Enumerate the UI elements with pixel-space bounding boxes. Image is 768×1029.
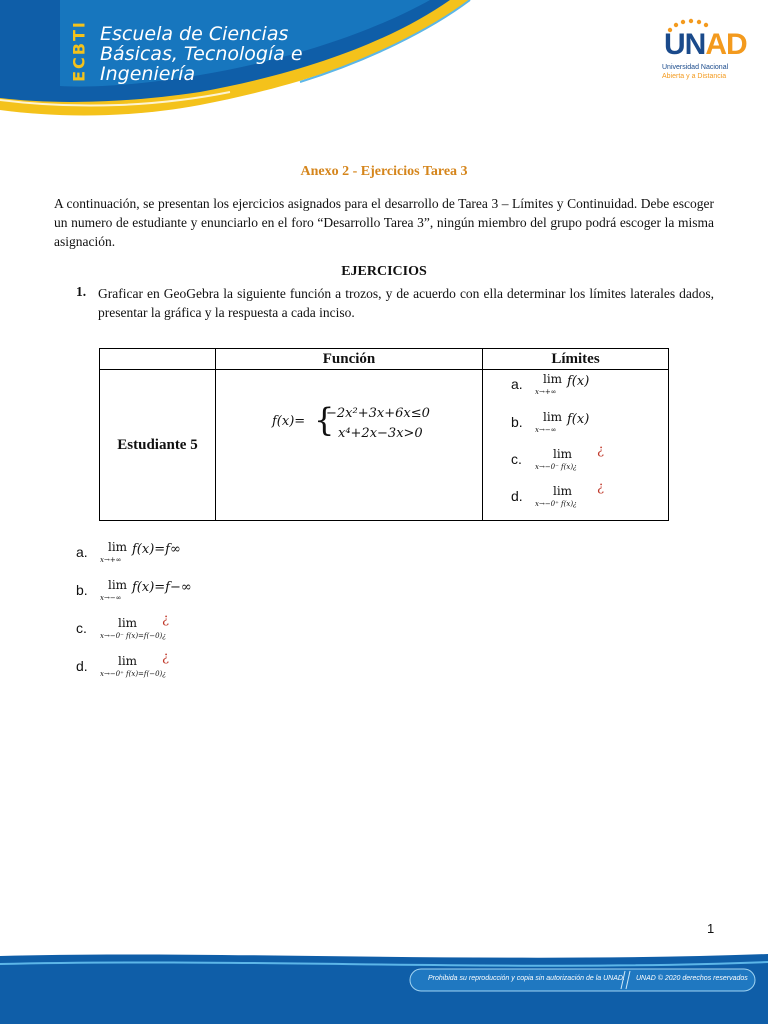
- answer-subscript: x→−0⁻ f(x)=f(−0)¿: [100, 632, 167, 640]
- answer-label: c.: [76, 620, 87, 636]
- table-limit-expression: f(x): [567, 412, 590, 427]
- table-limit-subscript: x→−∞: [535, 426, 557, 434]
- item-number: 1.: [76, 284, 87, 299]
- page-number: 1: [707, 921, 715, 936]
- table-limit-lim: lim: [553, 484, 573, 498]
- table-limit-lim: lim: [553, 447, 573, 461]
- answer-item: [76, 612, 256, 646]
- intro-paragraph: A continuación, se presentan los ejercicios asignados para el desarrollo de Tarea 3 – Límites y Continuidad. Debe escoger un numero de estudiante y enunciarlo en el foro “Desarrollo Tarea 3”, ningún miembro del grupo podrá escoger la misma asignación.: [54, 196, 714, 249]
- table-limit-expression: f(x): [567, 374, 590, 389]
- table-limit-item: [483, 443, 663, 477]
- table-limit-item: [483, 480, 663, 514]
- table-header-empty: [100, 349, 216, 370]
- function-cell: [216, 370, 483, 521]
- school-name-line2: Básicas, Tecnología e: [100, 43, 303, 65]
- table-header-funcion: Función: [216, 349, 483, 370]
- answer-question-mark: ¿: [162, 612, 169, 627]
- logo-subtitle-2: Abierta y a Distancia: [662, 73, 727, 80]
- school-name-line3: Ingeniería: [100, 63, 196, 85]
- table-limit-question-mark: ¿: [597, 443, 604, 458]
- answer-lim: lim: [118, 654, 138, 668]
- table-limit-label: c.: [511, 451, 522, 467]
- table-limit-label: a.: [511, 376, 523, 392]
- unad-logo: [660, 18, 750, 88]
- answer-expression: f(x)=f∞: [132, 542, 181, 557]
- answer-lim: lim: [108, 540, 128, 554]
- table-limit-lim: lim: [543, 410, 563, 424]
- answer-subscript: x→−0⁺ f(x)=f(−0)¿: [100, 670, 167, 678]
- function-lhs: f(x)=: [272, 414, 306, 429]
- footer-banner: [0, 950, 768, 1024]
- limits-list: [483, 370, 668, 520]
- answer-expression: f(x)=f−∞: [132, 580, 192, 595]
- table-limit-item: [483, 372, 663, 402]
- table-limit-label: d.: [511, 488, 523, 504]
- brace-icon: {: [314, 401, 335, 439]
- answers-list: [76, 538, 376, 688]
- table-limit-subscript: x→+∞: [535, 388, 557, 396]
- table-limit-subscript: x→−0⁺ f(x)¿: [535, 500, 577, 508]
- table-limit-question-mark: ¿: [597, 480, 604, 495]
- answer-subscript: x→−∞: [100, 594, 122, 602]
- table-limit-label: b.: [511, 414, 523, 430]
- student-cell: Estudiante 5: [100, 370, 216, 521]
- answer-lim: lim: [108, 578, 128, 592]
- logo-wordmark: UNAD: [664, 28, 747, 61]
- footer-notice: Prohibida su reproducción y copia sin autorización de la UNAD.: [428, 975, 625, 982]
- function-piece-2: x⁴+2x−3x>0: [338, 426, 423, 441]
- table-limit-subscript: x→−0⁻ f(x)¿: [535, 463, 577, 471]
- school-name: [100, 24, 303, 84]
- school-name-line1: Escuela de Ciencias: [100, 23, 289, 45]
- piecewise-function: [216, 370, 482, 520]
- table-limit-item: [483, 410, 663, 440]
- table-header-limites: Límites: [483, 349, 669, 370]
- exercise-table: [99, 348, 669, 521]
- exercises-heading: EJERCICIOS: [341, 264, 427, 279]
- answer-question-mark: ¿: [162, 650, 169, 665]
- item-text: Graficar en GeoGebra la siguiente función a trozos, y de acuerdo con ella determinar los límites laterales dados, presentar la gráfica y la respuesta a cada inciso.: [98, 286, 714, 320]
- answer-subscript: x→+∞: [100, 556, 122, 564]
- ecbti-vertical-label: ECBTI: [69, 20, 89, 82]
- logo-subtitle-1: Universidad Nacional: [662, 64, 729, 71]
- footer-copyright: UNAD © 2020 derechos reservados: [636, 975, 748, 982]
- answer-lim: lim: [118, 616, 138, 630]
- footer-wave-graphic: [0, 950, 768, 1024]
- answer-label: d.: [76, 658, 88, 674]
- answer-item: [76, 540, 256, 570]
- answer-label: a.: [76, 544, 88, 560]
- function-piece-1: −2x²+3x+6x≤0: [326, 406, 430, 421]
- answer-item: [76, 578, 256, 608]
- answer-item: [76, 650, 256, 684]
- document-title: Anexo 2 - Ejercicios Tarea 3: [300, 164, 468, 179]
- table-limit-lim: lim: [543, 372, 563, 386]
- answer-label: b.: [76, 582, 88, 598]
- header-banner: [0, 0, 768, 125]
- limits-cell: [483, 370, 669, 521]
